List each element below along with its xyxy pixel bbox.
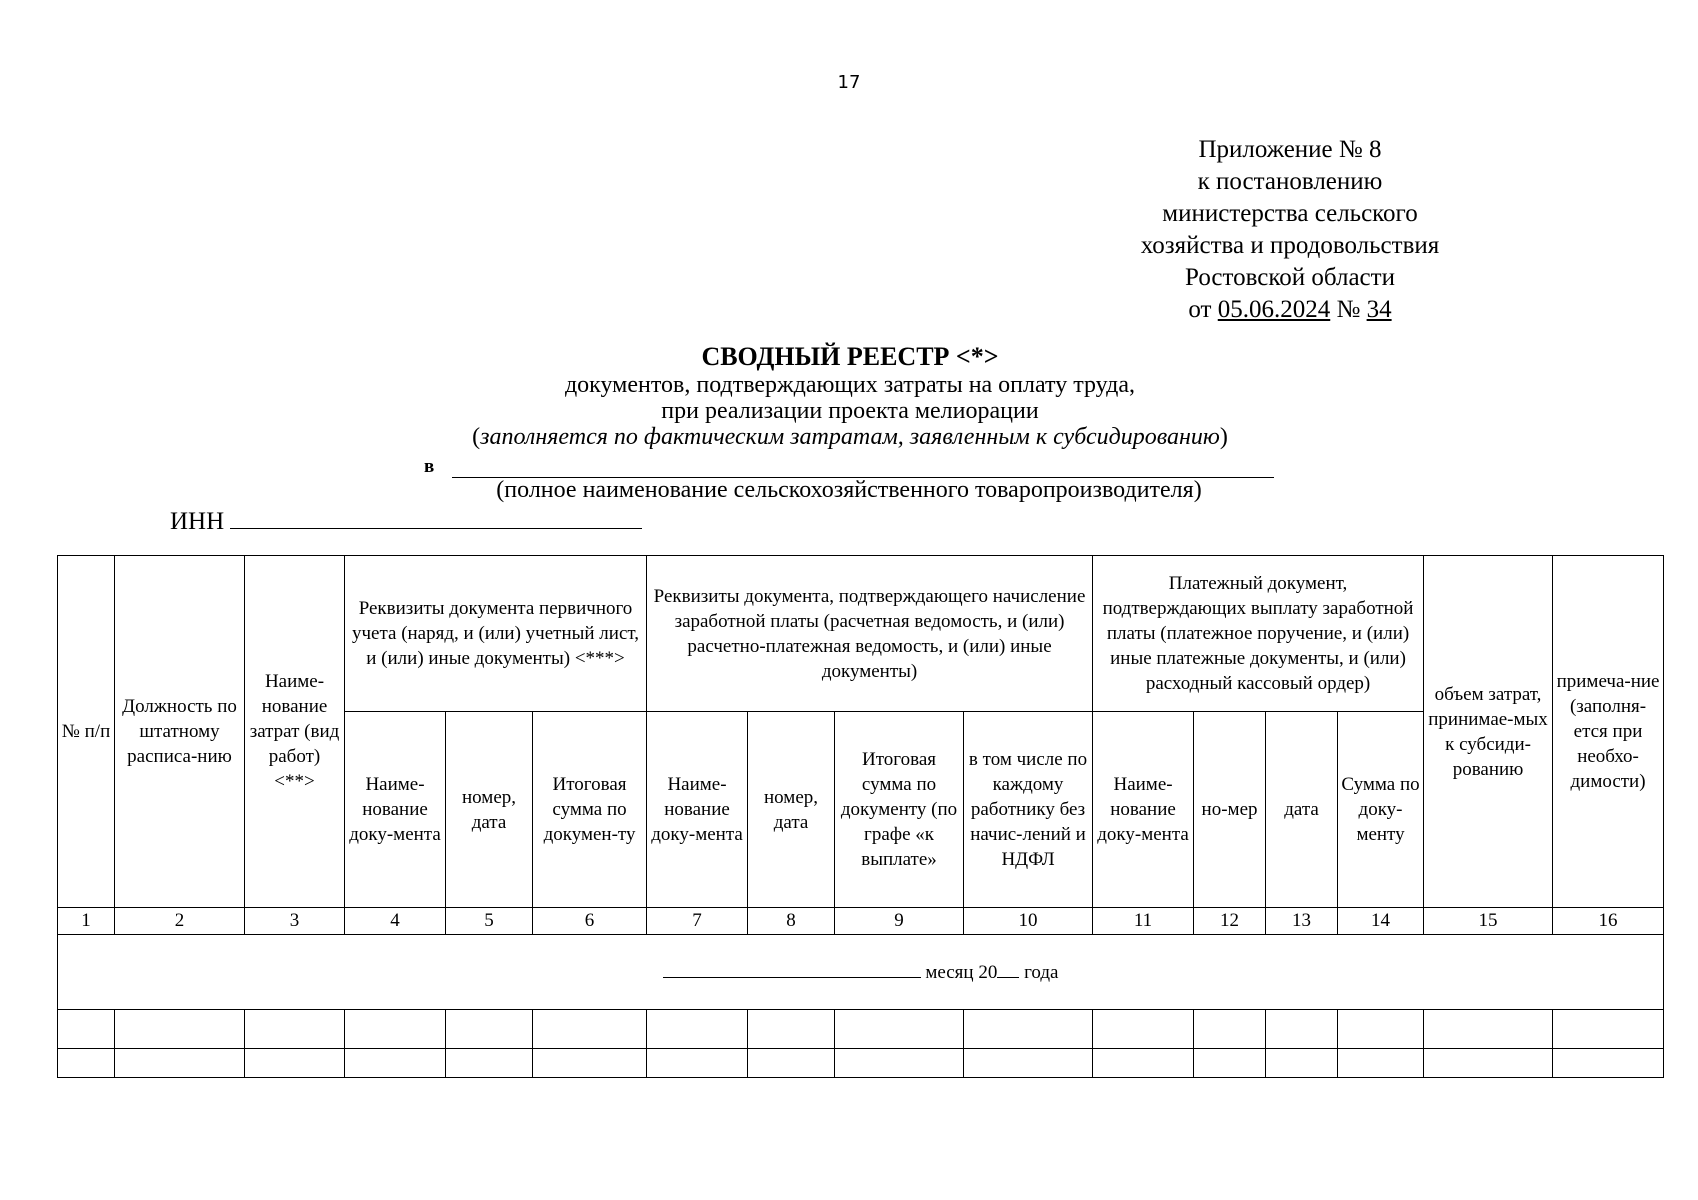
header-doc-total: Итоговая сумма по докумен-ту xyxy=(533,712,647,908)
appendix-line: министерства сельского xyxy=(1162,200,1418,227)
table-cell[interactable] xyxy=(115,1049,245,1078)
table-cell[interactable] xyxy=(1553,1010,1664,1049)
header-doc-number: но-мер xyxy=(1194,712,1266,908)
month-blank-line xyxy=(663,959,921,978)
column-number: 6 xyxy=(533,908,647,935)
column-number: 15 xyxy=(1424,908,1553,935)
table-cell[interactable] xyxy=(245,1049,345,1078)
header-doc-name: Наиме-нование доку-мента xyxy=(647,712,748,908)
month-cell[interactable] xyxy=(58,935,1664,1010)
header-note: примеча-ние (заполня-ется при необхо-димости) xyxy=(1553,556,1664,908)
table-cell[interactable] xyxy=(835,1010,964,1049)
column-number: 16 xyxy=(1553,908,1664,935)
table-cell[interactable] xyxy=(964,1049,1093,1078)
table-cell[interactable] xyxy=(1424,1010,1553,1049)
header-number: № п/п xyxy=(58,556,115,908)
column-number-row xyxy=(58,908,1664,935)
inn-blank-line xyxy=(230,506,642,529)
year-label: года xyxy=(1024,962,1059,983)
appendix-block xyxy=(1120,134,1460,326)
page-number: 17 xyxy=(837,72,861,93)
header-group-primary-doc: Реквизиты документа первичного учета (наряд, и (или) учетный лист, и (или) иные документы) <***> xyxy=(345,556,647,712)
header-doc-total-payout: Итоговая сумма по документу (по графе «к выплате» xyxy=(835,712,964,908)
column-number: 11 xyxy=(1093,908,1194,935)
header-position: Должность по штатному расписа-нию xyxy=(115,556,245,908)
table-cell[interactable] xyxy=(1553,1049,1664,1078)
column-number: 7 xyxy=(647,908,748,935)
column-number: 2 xyxy=(115,908,245,935)
header-doc-number-date: номер, дата xyxy=(748,712,835,908)
month-label: месяц 20 xyxy=(925,962,998,983)
table-cell[interactable] xyxy=(1424,1049,1553,1078)
column-number: 8 xyxy=(748,908,835,935)
year-blank-line xyxy=(997,959,1019,978)
table-cell[interactable] xyxy=(1338,1049,1424,1078)
table-cell[interactable] xyxy=(647,1010,748,1049)
table-cell[interactable] xyxy=(533,1049,647,1078)
appendix-date-line xyxy=(1120,294,1460,326)
number-sign: № xyxy=(1336,296,1361,323)
header-subsidy-volume: объем затрат, принимае-мых к субсиди-рованию xyxy=(1424,556,1553,908)
table-cell[interactable] xyxy=(748,1049,835,1078)
table-cell[interactable] xyxy=(58,1010,115,1049)
organization-caption: (полное наименование сельскохозяйственного товаропроизводителя) xyxy=(496,477,1202,503)
register-table xyxy=(57,555,1664,1078)
heading-line: при реализации проекта мелиорации xyxy=(661,398,1039,424)
table-cell[interactable] xyxy=(835,1049,964,1078)
date-prefix: от xyxy=(1188,296,1212,323)
header-group-payroll-doc: Реквизиты документа, подтверждающего начисление заработной платы (расчетная ведомость, и (или) расчетно-платежная ведомость, и (или) иные документы) xyxy=(647,556,1093,712)
table-cell[interactable] xyxy=(1266,1049,1338,1078)
document-heading xyxy=(400,342,1300,450)
table-cell[interactable] xyxy=(58,1049,115,1078)
table-cell[interactable] xyxy=(1194,1049,1266,1078)
column-number: 3 xyxy=(245,908,345,935)
inn-field[interactable] xyxy=(170,506,642,538)
heading-line: документов, подтверждающих затраты на оплату труда, xyxy=(564,372,1136,398)
appendix-line: Ростовской области xyxy=(1185,264,1395,291)
table-row xyxy=(58,1010,1664,1049)
appendix-line: к постановлению xyxy=(1197,168,1383,195)
fill-note: заполняется по фактическим затратам, заявленным к субсидированию xyxy=(480,424,1220,450)
column-number: 1 xyxy=(58,908,115,935)
table-cell[interactable] xyxy=(1194,1010,1266,1049)
table-cell[interactable] xyxy=(533,1010,647,1049)
organization-field[interactable] xyxy=(424,452,1274,478)
table-cell[interactable] xyxy=(647,1049,748,1078)
organization-prefix: в xyxy=(424,456,435,477)
header-cost-name: Наиме-нование затрат (вид работ) <**> xyxy=(245,556,345,908)
column-number: 10 xyxy=(964,908,1093,935)
table-row xyxy=(58,1049,1664,1078)
column-number: 4 xyxy=(345,908,446,935)
month-row xyxy=(58,935,1664,1010)
appendix-line: Приложение № 8 xyxy=(1198,136,1382,163)
header-doc-name: Наиме-нование доку-мента xyxy=(1093,712,1194,908)
document-title: СВОДНЫЙ РЕЕСТР <*> xyxy=(701,342,999,371)
resolution-number: 34 xyxy=(1366,296,1392,323)
paren-open: ( xyxy=(472,424,481,450)
table-cell[interactable] xyxy=(748,1010,835,1049)
table-cell[interactable] xyxy=(345,1049,446,1078)
table-cell[interactable] xyxy=(345,1010,446,1049)
heading-note xyxy=(400,424,1300,450)
table-cell[interactable] xyxy=(1093,1010,1194,1049)
column-number: 12 xyxy=(1194,908,1266,935)
column-number: 14 xyxy=(1338,908,1424,935)
header-doc-name: Наиме-нование доку-мента xyxy=(345,712,446,908)
resolution-date: 05.06.2024 xyxy=(1217,296,1331,323)
appendix-line: хозяйства и продовольствия xyxy=(1140,232,1440,259)
header-group-payment-doc: Платежный документ, подтверждающих выплату заработной платы (платежное поручение, и (или) иные платежные документы, и (или) расходный кассовый ордер) xyxy=(1093,556,1424,712)
table-cell[interactable] xyxy=(1093,1049,1194,1078)
column-number: 9 xyxy=(835,908,964,935)
table-cell[interactable] xyxy=(1266,1010,1338,1049)
column-number: 5 xyxy=(446,908,533,935)
table-cell[interactable] xyxy=(115,1010,245,1049)
header-per-employee: в том числе по каждому работнику без начис-лений и НДФЛ xyxy=(964,712,1093,908)
column-number: 13 xyxy=(1266,908,1338,935)
header-doc-date: дата xyxy=(1266,712,1338,908)
header-doc-sum: Сумма по доку-менту xyxy=(1338,712,1424,908)
table-cell[interactable] xyxy=(964,1010,1093,1049)
header-doc-number-date: номер, дата xyxy=(446,712,533,908)
table-cell[interactable] xyxy=(245,1010,345,1049)
inn-label: ИНН xyxy=(170,508,225,535)
table-cell[interactable] xyxy=(1338,1010,1424,1049)
table-cell[interactable] xyxy=(446,1010,533,1049)
paren-close: ) xyxy=(1219,424,1228,450)
table-cell[interactable] xyxy=(446,1049,533,1078)
